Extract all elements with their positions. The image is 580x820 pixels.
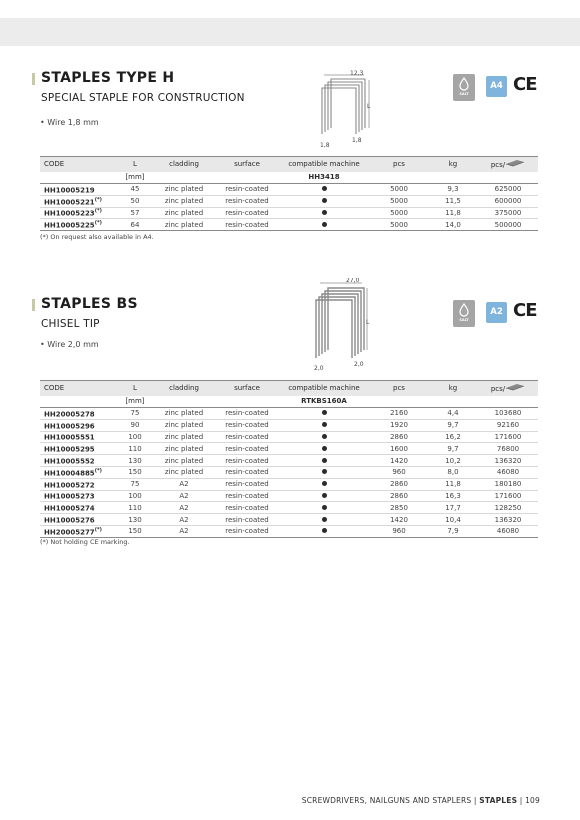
cell-kg: 8,0 bbox=[428, 466, 478, 478]
cell-surface: resin-coated bbox=[216, 466, 278, 478]
dim-top: 27,0 bbox=[346, 278, 360, 284]
cell-pcs-per-pallet: 76800 bbox=[478, 443, 538, 455]
cell-pcs-per-pallet: 136320 bbox=[478, 455, 538, 467]
cell-pcs-per-pallet: 136320 bbox=[478, 514, 538, 526]
cell-surface: resin-coated bbox=[216, 207, 278, 219]
col-length: L bbox=[118, 381, 152, 396]
cell-compatible bbox=[278, 431, 370, 443]
col-surface: surface bbox=[216, 157, 278, 172]
cell-pcs: 960 bbox=[370, 525, 428, 537]
cell-code: HH10005273 bbox=[40, 490, 118, 502]
cell-compatible bbox=[278, 466, 370, 478]
cell-cladding: zinc plated bbox=[152, 431, 216, 443]
cell-surface: resin-coated bbox=[216, 408, 278, 420]
cell-length: 90 bbox=[118, 419, 152, 431]
table-row bbox=[40, 408, 538, 420]
salt-drop-icon: SALT bbox=[453, 300, 475, 327]
cell-cladding: zinc plated bbox=[152, 207, 216, 219]
cell-cladding: A2 bbox=[152, 502, 216, 514]
cell-length: 100 bbox=[118, 431, 152, 443]
table-row bbox=[40, 478, 538, 490]
cell-length: 150 bbox=[118, 466, 152, 478]
cell-kg: 10,2 bbox=[428, 455, 478, 467]
cell-pcs: 2860 bbox=[370, 490, 428, 502]
dim-length: L bbox=[367, 103, 371, 110]
cell-length: 110 bbox=[118, 443, 152, 455]
cell-pcs: 5000 bbox=[370, 184, 428, 196]
col-machine: compatible machine bbox=[278, 157, 370, 172]
table-row bbox=[40, 525, 538, 537]
staple-diagram bbox=[312, 70, 382, 152]
cell-pcs-per-pallet: 128250 bbox=[478, 502, 538, 514]
table-note: (*) On request also available in A4. bbox=[40, 233, 154, 241]
cell-pcs: 1600 bbox=[370, 443, 428, 455]
table-row bbox=[40, 466, 538, 478]
table-row bbox=[40, 431, 538, 443]
section-subtitle: CHISEL TIP bbox=[41, 318, 100, 330]
ce-mark-icon: CE bbox=[513, 300, 537, 321]
cell-pcs: 2850 bbox=[370, 502, 428, 514]
cell-pcs: 1920 bbox=[370, 419, 428, 431]
col-surface: surface bbox=[216, 381, 278, 396]
material-badge: A2 bbox=[486, 302, 507, 323]
cell-compatible bbox=[278, 195, 370, 207]
table-row bbox=[40, 443, 538, 455]
col-cladding: cladding bbox=[152, 157, 216, 172]
cell-kg: 16,2 bbox=[428, 431, 478, 443]
cell-pcs-per-pallet: 180180 bbox=[478, 478, 538, 490]
cell-surface: resin-coated bbox=[216, 184, 278, 196]
cell-pcs: 5000 bbox=[370, 219, 428, 231]
col-pcs-per-pallet: pcs/ bbox=[478, 381, 538, 396]
cell-pcs-per-pallet: 171600 bbox=[478, 431, 538, 443]
compatible-dot-icon bbox=[322, 410, 327, 415]
cell-cladding: zinc plated bbox=[152, 408, 216, 420]
cell-surface: resin-coated bbox=[216, 443, 278, 455]
table-row bbox=[40, 490, 538, 502]
cell-code: HH10005223(*) bbox=[40, 207, 118, 219]
cell-pcs: 5000 bbox=[370, 195, 428, 207]
dim-top: 12,3 bbox=[350, 70, 364, 77]
cell-pcs: 2860 bbox=[370, 478, 428, 490]
certification-badges bbox=[453, 74, 563, 102]
unit-mm: [mm] bbox=[118, 396, 152, 408]
cell-surface: resin-coated bbox=[216, 195, 278, 207]
cell-cladding: A2 bbox=[152, 525, 216, 537]
col-machine: compatible machine bbox=[278, 381, 370, 396]
cell-cladding: zinc plated bbox=[152, 455, 216, 467]
col-pcs: pcs bbox=[370, 381, 428, 396]
cell-cladding: zinc plated bbox=[152, 195, 216, 207]
cell-pcs-per-pallet: 600000 bbox=[478, 195, 538, 207]
title-accent-bar bbox=[32, 299, 35, 311]
compatible-dot-icon bbox=[322, 528, 327, 533]
table-row bbox=[40, 195, 538, 207]
cell-surface: resin-coated bbox=[216, 431, 278, 443]
cell-length: 75 bbox=[118, 478, 152, 490]
salt-drop-icon: SALT bbox=[453, 74, 475, 101]
cell-compatible bbox=[278, 219, 370, 231]
cell-surface: resin-coated bbox=[216, 219, 278, 231]
pallet-icon bbox=[505, 383, 525, 391]
cell-pcs: 2860 bbox=[370, 431, 428, 443]
dim-wire-right: 2,0 bbox=[354, 361, 364, 368]
cell-cladding: zinc plated bbox=[152, 443, 216, 455]
table-row bbox=[40, 502, 538, 514]
cell-compatible bbox=[278, 184, 370, 196]
cell-length: 50 bbox=[118, 195, 152, 207]
table-row bbox=[40, 219, 538, 231]
cell-surface: resin-coated bbox=[216, 490, 278, 502]
cell-cladding: zinc plated bbox=[152, 219, 216, 231]
cell-code: HH10005551 bbox=[40, 431, 118, 443]
cell-pcs-per-pallet: 375000 bbox=[478, 207, 538, 219]
cell-kg: 10,4 bbox=[428, 514, 478, 526]
cell-kg: 9,3 bbox=[428, 184, 478, 196]
cell-code: HH10005221(*) bbox=[40, 195, 118, 207]
cell-compatible bbox=[278, 408, 370, 420]
cell-cladding: A2 bbox=[152, 514, 216, 526]
cell-code: HH10005295 bbox=[40, 443, 118, 455]
compatible-dot-icon bbox=[322, 186, 327, 191]
cell-code: HH10005276 bbox=[40, 514, 118, 526]
cell-compatible bbox=[278, 419, 370, 431]
cell-pcs-per-pallet: 103680 bbox=[478, 408, 538, 420]
cell-length: 45 bbox=[118, 184, 152, 196]
cell-pcs: 5000 bbox=[370, 207, 428, 219]
compatible-dot-icon bbox=[322, 481, 327, 486]
col-kg: kg bbox=[428, 381, 478, 396]
cell-kg: 17,7 bbox=[428, 502, 478, 514]
cell-compatible bbox=[278, 207, 370, 219]
dim-wire-left: 2,0 bbox=[314, 365, 324, 372]
footer-section: STAPLES bbox=[479, 796, 518, 805]
col-kg: kg bbox=[428, 157, 478, 172]
cell-code: HH20005278 bbox=[40, 408, 118, 420]
cell-code: HH10005296 bbox=[40, 419, 118, 431]
cell-pcs: 2160 bbox=[370, 408, 428, 420]
compatible-dot-icon bbox=[322, 422, 327, 427]
cell-code: HH10005274 bbox=[40, 502, 118, 514]
material-badge: A4 bbox=[486, 76, 507, 97]
machine-name: RTKBS160A bbox=[278, 396, 370, 408]
cell-compatible bbox=[278, 478, 370, 490]
cell-code: HH10005272 bbox=[40, 478, 118, 490]
table-row bbox=[40, 455, 538, 467]
cell-length: 75 bbox=[118, 408, 152, 420]
cell-compatible bbox=[278, 502, 370, 514]
cell-code: HH10005552 bbox=[40, 455, 118, 467]
compatible-dot-icon bbox=[322, 469, 327, 474]
compatible-dot-icon bbox=[322, 198, 327, 203]
compatible-dot-icon bbox=[322, 458, 327, 463]
cell-pcs-per-pallet: 500000 bbox=[478, 219, 538, 231]
cell-cladding: A2 bbox=[152, 490, 216, 502]
compatible-dot-icon bbox=[322, 210, 327, 215]
cell-compatible bbox=[278, 455, 370, 467]
cell-kg: 11,8 bbox=[428, 478, 478, 490]
compatible-dot-icon bbox=[322, 434, 327, 439]
cell-cladding: zinc plated bbox=[152, 419, 216, 431]
table-row bbox=[40, 207, 538, 219]
cell-kg: 11,8 bbox=[428, 207, 478, 219]
compatible-dot-icon bbox=[322, 493, 327, 498]
cell-compatible bbox=[278, 514, 370, 526]
cell-length: 130 bbox=[118, 455, 152, 467]
col-pcs-per-pallet: pcs/ bbox=[478, 157, 538, 172]
cell-kg: 16,3 bbox=[428, 490, 478, 502]
table-note: (*) Not holding CE marking. bbox=[40, 538, 130, 546]
unit-mm: [mm] bbox=[118, 172, 152, 184]
wire-spec: • Wire 2,0 mm bbox=[40, 340, 99, 349]
compatible-dot-icon bbox=[322, 222, 327, 227]
cell-pcs-per-pallet: 92160 bbox=[478, 419, 538, 431]
col-code: CODE bbox=[40, 381, 118, 396]
col-length: L bbox=[118, 157, 152, 172]
cell-pcs: 960 bbox=[370, 466, 428, 478]
cell-kg: 4,4 bbox=[428, 408, 478, 420]
cell-surface: resin-coated bbox=[216, 514, 278, 526]
cell-cladding: zinc plated bbox=[152, 466, 216, 478]
cell-pcs-per-pallet: 46080 bbox=[478, 466, 538, 478]
cell-length: 100 bbox=[118, 490, 152, 502]
cell-code: HH20005277(*) bbox=[40, 525, 118, 537]
cell-code: HH10005219 bbox=[40, 184, 118, 196]
cell-kg: 9,7 bbox=[428, 419, 478, 431]
page-number: | 109 bbox=[517, 796, 540, 805]
ce-mark-icon: CE bbox=[513, 74, 537, 95]
product-table-type-h bbox=[40, 156, 538, 231]
cell-kg: 14,0 bbox=[428, 219, 478, 231]
cell-length: 110 bbox=[118, 502, 152, 514]
cell-compatible bbox=[278, 525, 370, 537]
col-cladding: cladding bbox=[152, 381, 216, 396]
cell-kg: 7,9 bbox=[428, 525, 478, 537]
cell-cladding: A2 bbox=[152, 478, 216, 490]
dim-wire-right: 1,8 bbox=[352, 137, 362, 144]
cell-pcs-per-pallet: 625000 bbox=[478, 184, 538, 196]
machine-name: HH3418 bbox=[278, 172, 370, 184]
cell-code: HH10004885(*) bbox=[40, 466, 118, 478]
cell-surface: resin-coated bbox=[216, 525, 278, 537]
cell-code: HH10005225(*) bbox=[40, 219, 118, 231]
compatible-dot-icon bbox=[322, 505, 327, 510]
cell-pcs: 1420 bbox=[370, 455, 428, 467]
cell-length: 64 bbox=[118, 219, 152, 231]
cell-pcs: 1420 bbox=[370, 514, 428, 526]
page-footer bbox=[0, 796, 540, 805]
top-band bbox=[0, 18, 580, 46]
cell-surface: resin-coated bbox=[216, 455, 278, 467]
cell-kg: 9,7 bbox=[428, 443, 478, 455]
dim-wire-left: 1,8 bbox=[320, 142, 330, 149]
cell-surface: resin-coated bbox=[216, 502, 278, 514]
compatible-dot-icon bbox=[322, 517, 327, 522]
cell-kg: 11,5 bbox=[428, 195, 478, 207]
cell-cladding: zinc plated bbox=[152, 184, 216, 196]
staple-diagram bbox=[306, 278, 376, 374]
cell-length: 130 bbox=[118, 514, 152, 526]
product-table-bs bbox=[40, 380, 538, 538]
cell-length: 57 bbox=[118, 207, 152, 219]
compatible-dot-icon bbox=[322, 446, 327, 451]
table-row bbox=[40, 184, 538, 196]
cell-surface: resin-coated bbox=[216, 478, 278, 490]
cell-surface: resin-coated bbox=[216, 419, 278, 431]
certification-badges bbox=[453, 300, 563, 328]
table-row bbox=[40, 514, 538, 526]
footer-chapter: SCREWDRIVERS, NAILGUNS AND STAPLERS | bbox=[301, 796, 480, 805]
cell-compatible bbox=[278, 443, 370, 455]
title-accent-bar bbox=[32, 73, 35, 85]
col-pcs: pcs bbox=[370, 157, 428, 172]
cell-pcs-per-pallet: 171600 bbox=[478, 490, 538, 502]
col-code: CODE bbox=[40, 157, 118, 172]
section-title: STAPLES BS bbox=[41, 296, 138, 312]
cell-length: 150 bbox=[118, 525, 152, 537]
cell-pcs-per-pallet: 46080 bbox=[478, 525, 538, 537]
section-subtitle: SPECIAL STAPLE FOR CONSTRUCTION bbox=[41, 92, 245, 104]
section-title: STAPLES TYPE H bbox=[41, 70, 175, 86]
cell-compatible bbox=[278, 490, 370, 502]
dim-length: L bbox=[366, 319, 370, 326]
wire-spec: • Wire 1,8 mm bbox=[40, 118, 99, 127]
pallet-icon bbox=[505, 159, 525, 167]
table-row bbox=[40, 419, 538, 431]
